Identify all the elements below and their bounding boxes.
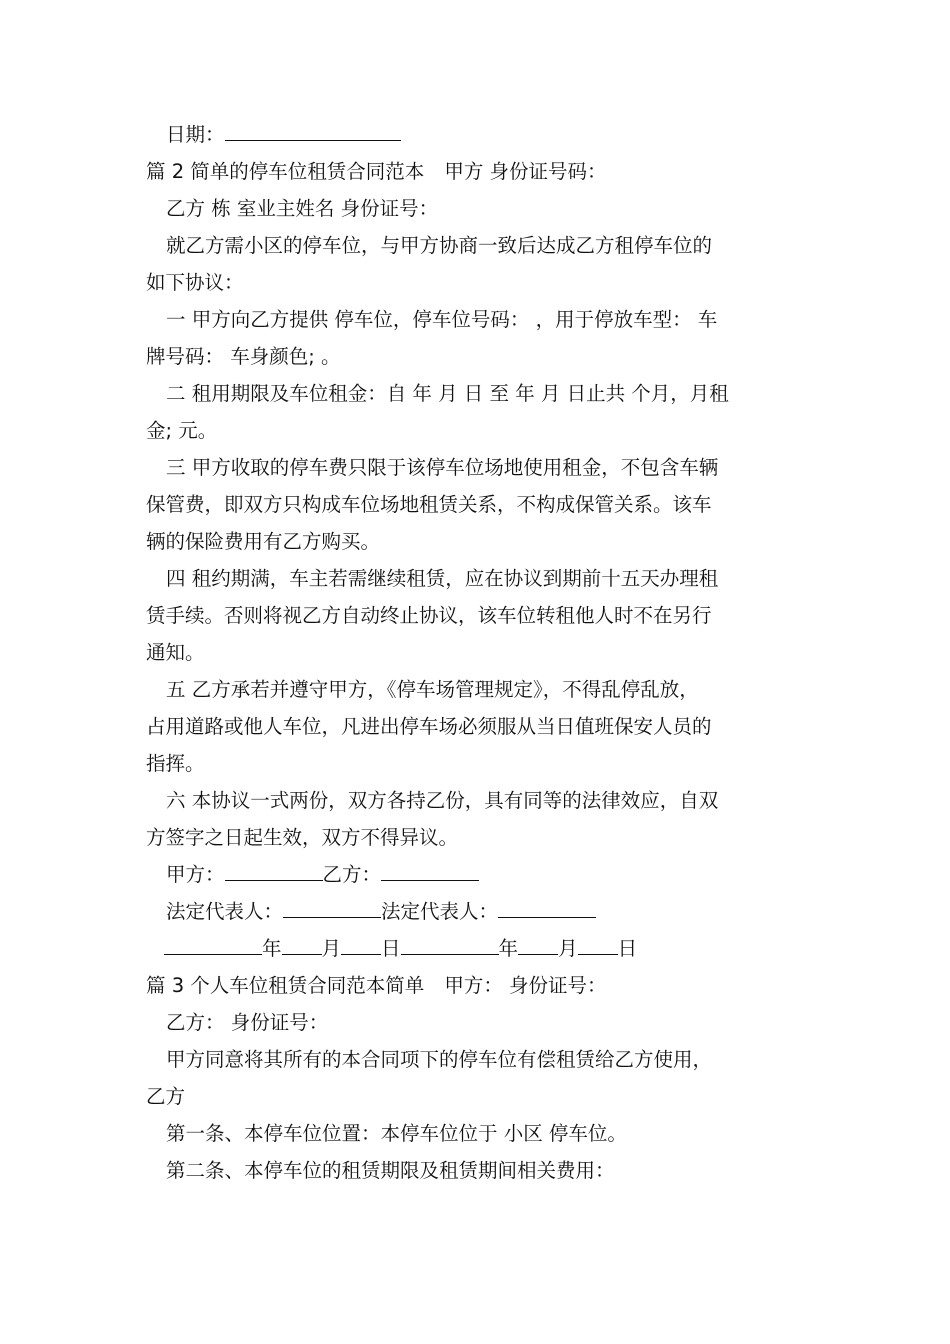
clause-2-line-1: 二 租用期限及车位租金：自 年 月 日 至 年 月 日止共 个月，月租 [166,382,729,405]
section-2-heading: 篇 2 简单的停车位租赁合同范本 [146,160,425,183]
clause-3-line-2: 保管费，即双方只构成车位场地租赁关系，不构成保管关系。该车 [146,493,712,516]
date-a-day-blank [341,932,381,955]
signature-party-a-label: 甲方： [166,863,225,886]
date-a-year-blank [164,932,262,955]
section-2-title [146,153,810,190]
representative-b-label: 法定代表人： [381,900,499,923]
date-blank [225,118,401,141]
clause-4-line-3: 通知。 [146,641,205,664]
date-b-year-label: 年 [498,937,519,960]
clause-1-line-2: 牌号码： 车身颜色; 。 [146,345,341,368]
clause-6-line-1: 六 本协议一式两份，双方各持乙份，具有同等的法律效应，自双 [166,789,719,812]
clause-5-line-3: 指挥。 [146,752,205,775]
section-3-intro-line-2: 乙方 [146,1085,186,1108]
date-a-month-blank [282,932,322,955]
date-b-year-blank [401,932,499,955]
section-3-heading: 篇 3 个人车位租赁合同范本简单 [146,974,425,997]
article-1: 第一条、本停车位位置：本停车位位于 小区 停车位。 [166,1122,627,1145]
date-b-month-label: 月 [558,937,578,960]
date-a-year-label: 年 [262,937,282,960]
section-3-party-a: 甲方： 身份证号： [444,974,607,997]
clause-3-line-3: 辆的保险费用有乙方购买。 [146,530,381,553]
document-body [146,116,810,1189]
representative-a-label: 法定代表人： [166,900,284,923]
date-b-day-label: 日 [617,937,638,960]
clause-5-line-1: 五 乙方承若并遵守甲方，《停车场管理规定》，不得乱停乱放， [166,678,699,701]
date-b-day-blank [578,932,618,955]
section-2-party-a: 甲方 身份证号码： [444,160,607,183]
clause-1-line-1: 一 甲方向乙方提供 停车位，停车位号码： ，用于停放车型： 车 [166,308,718,331]
section-2-intro-line-2: 如下协议： [146,271,244,294]
date-a-month-label: 月 [321,937,342,960]
section-3-party-b: 乙方： 身份证号： [166,1011,329,1034]
representative-a-blank [283,895,381,918]
section-2-intro-line-1: 就乙方需小区的停车位，与甲方协商一致后达成乙方租停车位的 [166,234,713,257]
signature-dates-row [146,930,810,967]
clause-6-line-2: 方签字之日起生效，双方不得异议。 [146,826,459,849]
representative-b-blank [498,895,596,918]
signature-party-a-blank [225,858,323,881]
signature-parties-row [146,856,810,893]
signature-representatives-row [146,893,810,930]
date-a-day-label: 日 [381,937,401,960]
article-2: 第二条、本停车位的租赁期限及租赁期间相关费用： [166,1159,615,1182]
date-label: 日期： [166,123,225,146]
date-b-month-blank [518,932,558,955]
clause-5-line-2: 占用道路或他人车位，凡进出停车场必须服从当日值班保安人员的 [146,715,712,738]
section-3-intro-line-1: 甲方同意将其所有的本合同项下的停车位有偿租赁给乙方使用， [166,1048,713,1071]
clause-2-line-2: 金; 元。 [146,419,218,442]
section-3-title [146,967,810,1004]
date-line [146,116,810,153]
signature-party-b-label: 乙方： [322,863,382,886]
section-2-party-b: 乙方 栋 室业主姓名 身份证号： [166,197,439,220]
clause-4-line-1: 四 租约期满，车主若需继续租赁，应在协议到期前十五天办理租 [166,567,719,590]
clause-4-line-2: 赁手续。否则将视乙方自动终止协议，该车位转租他人时不在另行 [146,604,712,627]
signature-party-b-blank [381,858,479,881]
clause-3-line-1: 三 甲方收取的停车费只限于该停车位场地使用租金，不包含车辆 [166,456,719,479]
